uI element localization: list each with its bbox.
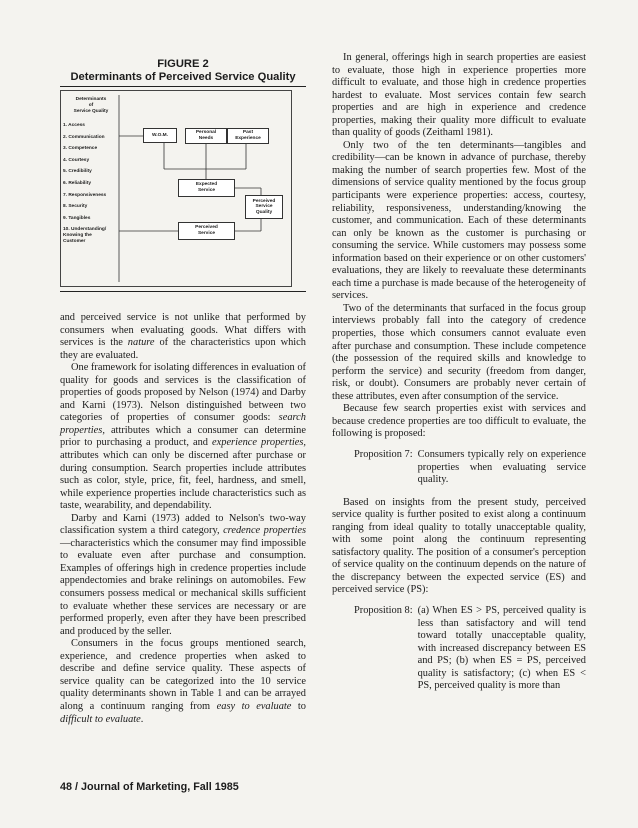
determinant-item: 10. Understanding/ Knowing the Customer <box>63 227 107 245</box>
paragraph: Darby and Karni (1973) added to Nelson's two-way classification system a third category, credence properties—characteristics which the consumer may find impossible to evaluate even after purchase and consumption. Examples of offerings high in credence properties include appendectomies and brake relinings on automobiles. Few consumers possess medical or mechanical skills sufficient to evaluate whether these services are necessary or are performed properly, even after they have been prescribed and produced by the seller. <box>60 512 306 637</box>
determinants-list-header: Determinants of Service Quality <box>73 97 109 114</box>
determinant-item: 1. Access <box>63 123 85 128</box>
paragraph: Only two of the ten determinants—tangibles and credibility—can be known in advance of purchase, thereby making the number of search properties few. Most of the dimensions of service quality mentioned by the focus group participants were experience properties: access, courtesy, reliability, responsiveness, understanding/knowing the customer, and communication. Each of these determinants can only be known as the customer is purchasing or consuming the service. While customers may possess some information based on their experience or on other customers' evaluations, they are likely to reevaluate these determinants each time a purchase is made because of the heterogeneity of services. <box>332 139 586 302</box>
determinant-item: 2. Communication <box>63 134 105 140</box>
determinant-item: 4. Courtesy <box>63 157 90 163</box>
past-experience-node: Past Experience <box>227 128 269 144</box>
figure-top-rule <box>60 86 306 87</box>
personal-needs-node: Personal Needs <box>185 128 227 144</box>
perceived-quality-node: Perceived Service Quality <box>245 195 283 219</box>
determinant-item: 8. Security <box>63 204 88 210</box>
figure-bottom-rule <box>60 291 306 292</box>
figure-title: Determinants of Perceived Service Quality <box>70 71 296 83</box>
paragraph: In general, offerings high in search properties are easiest to evaluate, those high in experience properties more difficult to evaluate, and those high in credence properties hardest to evaluate. Most services contain few search properties and are high in experience and credence properties, making their quality more difficult to evaluate than quality of goods (Zeithaml 1981). <box>332 52 586 139</box>
paragraph: Based on insights from the present study, perceived service quality is further posited to exist along a continuum ranging from ideal quality to totally unacceptable quality, with some point along the continuum representing satisfactory quality. The position of a consumer's perception of service quality on the continuum depends on the nature of the discrepancy between the expected service (ES) and perceived service (PS): <box>332 496 586 596</box>
proposition-text: Consumers typically rely on experience properties when evaluating service quality. <box>417 448 586 486</box>
right-column <box>332 52 586 693</box>
left-column <box>60 312 306 726</box>
determinant-item: 6. Reliability <box>63 180 91 186</box>
paragraph: Consumers in the focus groups mentioned search, experience, and credence properties when asked to describe and define service quality. These aspects of service quality can be categorized into the 10 service quality determinants shown in Table 1 and can be arrayed along a continuum ranging from easy to evaluate to difficult to evaluate. <box>60 638 306 725</box>
page-footer: 48 / Journal of Marketing, Fall 1985 <box>60 781 239 793</box>
perceived-service-node: Perceived Service <box>178 222 235 240</box>
proposition-label: Proposition 7: <box>354 448 413 460</box>
determinant-item: 9. Tangibles <box>63 215 91 221</box>
figure-caption <box>60 58 306 84</box>
paragraph: and perceived service is not unlike that performed by consumers when evaluating goods. What differs with services is the nature of the characteristics upon which they are evaluated. <box>60 312 306 361</box>
proposition-8 <box>332 605 586 693</box>
diagram-connectors <box>61 91 291 286</box>
proposition-label: Proposition 8: <box>354 604 413 616</box>
determinant-item: 5. Credibility <box>63 169 92 175</box>
determinant-item: 7. Responsiveness <box>63 192 107 198</box>
paragraph: Because few search properties exist with services and because credence properties are too difficult to evaluate, the following is proposed: <box>332 403 586 440</box>
proposition-text: (a) When ES > PS, perceived quality is less than satisfactory and will tend toward totally unacceptable quality, with increased discrepancy between ES and PS; (b) when ES = PS, perceived quality is satisfactory; (c) when ES < PS, perceived quality is more than <box>417 604 586 692</box>
figure-diagram <box>60 90 292 287</box>
determinant-item: 3. Competence <box>63 146 98 152</box>
figure-number: FIGURE 2 <box>157 58 209 70</box>
proposition-7 <box>332 449 586 487</box>
expected-service-node: Expected Service <box>178 179 235 197</box>
paragraph: One framework for isolating differences in evaluation of quality for goods and services is the classification of properties of goods proposed by Nelson (1974) and Darby and Karni (1973). Nelson distinguished between two categories of properties of consumer goods: search properties, attributes which a consumer can determine prior to purchasing a product, and experience properties, attributes which can only be discerned after purchase or during consumption. Search properties include attributes such as color, style, price, fit, feel, hardness, and smell, while experience properties include characteristics such as taste, wearability, and dependability. <box>60 362 306 512</box>
wom-node: W.O.M. <box>143 128 177 143</box>
paragraph: Two of the determinants that surfaced in the focus group interviews probably fall into the category of credence properties, those which consumers cannot evaluate even after purchase and consumption. These include competence (the possession of the required skills and knowledge to perform the service) and security (freedom from danger, risk, or doubt). Consumers are probably never certain of these attributes, even after consumption of the service. <box>332 302 586 402</box>
